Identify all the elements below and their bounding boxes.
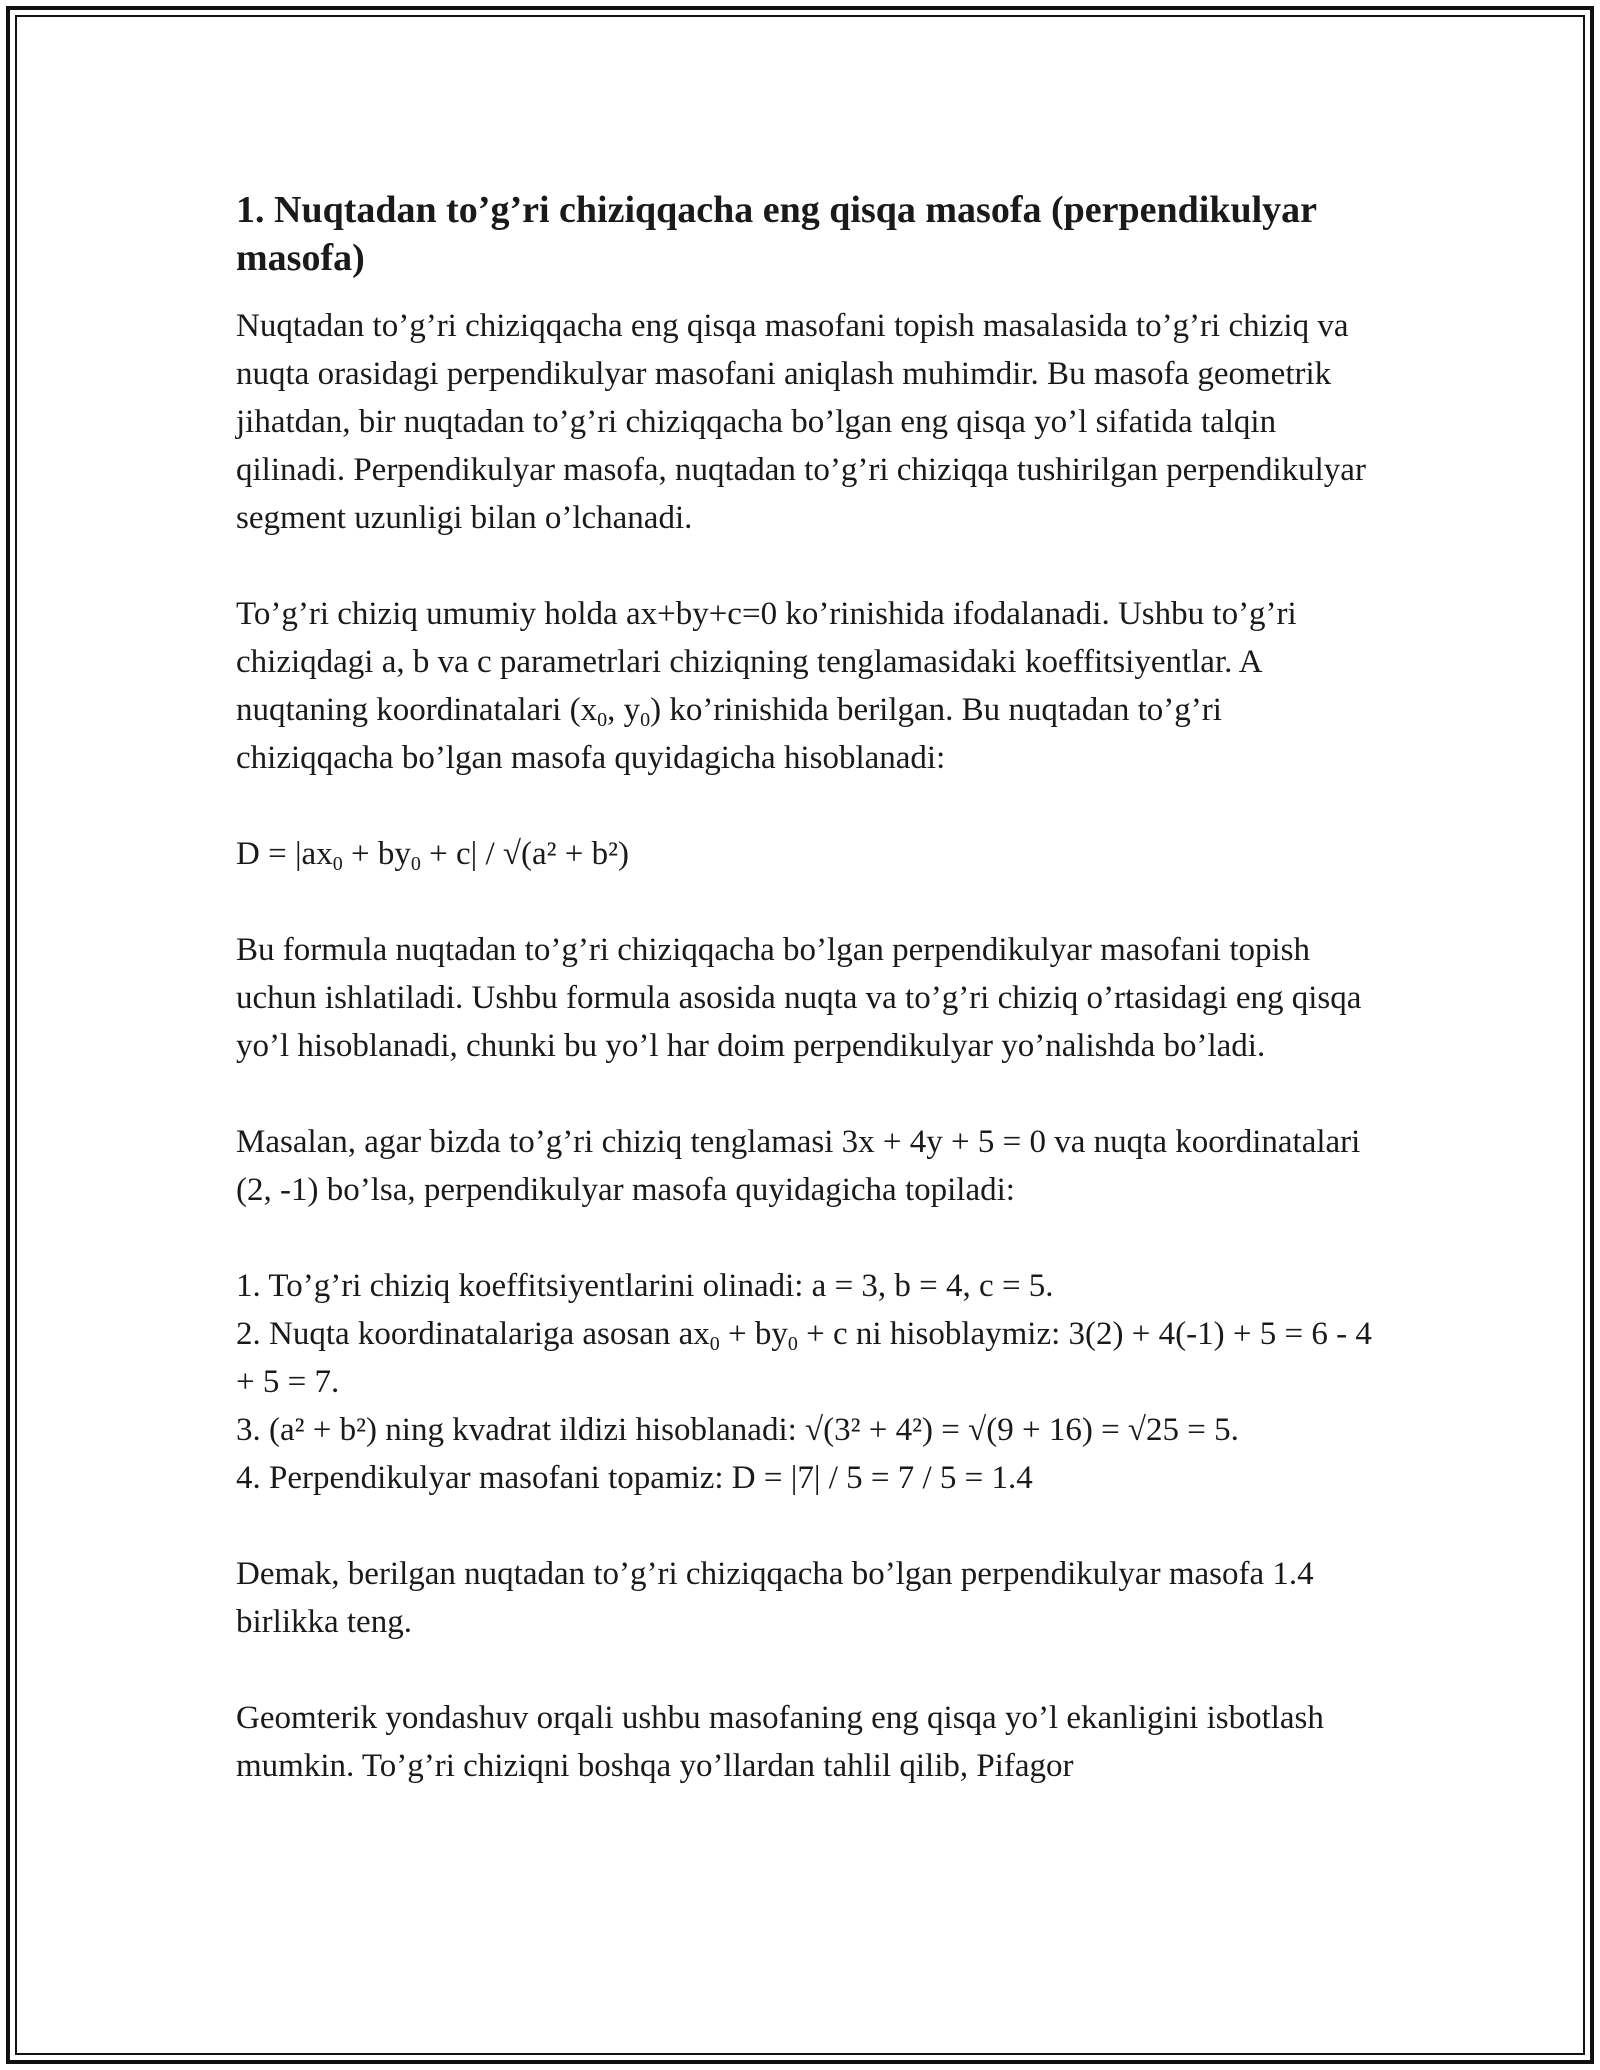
paragraph-geometric: Geomterik yondashuv orqali ushbu masofaning eng qisqa yo’l ekanligini isbotlash mumkin. To’g’ri chiziqni boshqa yo’llardan tahlil qilib, Pifagor bbox=[236, 1700, 1324, 1784]
formula-segment: D = |ax bbox=[236, 836, 333, 872]
section-heading: 1. Nuqtadan to’g’ri chiziqqacha eng qisqa masofa (perpendikulyar masofa) bbox=[236, 189, 1317, 279]
step-item: 1. To’g’ri chiziq koeffitsiyentlarini olinadi: a = 3, b = 4, c = 5. bbox=[236, 1268, 1054, 1304]
distance-formula bbox=[236, 830, 1386, 878]
subscript: 0 bbox=[597, 709, 608, 731]
subscript: 0 bbox=[787, 1333, 798, 1355]
formula-segment: + c| / √(a² + b²) bbox=[420, 836, 629, 872]
step-item: 3. (a² + b²) ning kvadrat ildizi hisoblanadi: √(3² + 4²) = √(9 + 16) = √25 = 5. bbox=[236, 1412, 1239, 1448]
step-item bbox=[236, 1310, 1386, 1406]
subscript: 0 bbox=[332, 853, 343, 875]
paragraph-intro: Nuqtadan to’g’ri chiziqqacha eng qisqa masofani topish masalasida to’g’ri chiziq va nuqta orasidagi perpendikulyar masofani aniqlash muhimdir. Bu masofa geometrik jihatdan, bir nuqtadan to’g’ri chiziqqacha bo’lgan eng qisqa yo’l sifatida talqin qilinadi. Perpendikulyar masofa, nuqtadan to’g’ri chiziqqa tushirilgan perpendikulyar segment uzunligi bilan o’lchanadi. bbox=[236, 308, 1366, 536]
paragraph-conclusion: Demak, berilgan nuqtadan to’g’ri chiziqqacha bo’lgan perpendikulyar masofa 1.4 birlikka teng. bbox=[236, 1556, 1314, 1640]
paragraph-formula-explanation: Bu formula nuqtadan to’g’ri chiziqqacha bo’lgan perpendikulyar masofani topish uchun ishlatiladi. Ushbu formula asosida nuqta va to’g’ri chiziq o’rtasidagi eng qisqa yo’l hisoblanadi, chunki bu yo’l har doim perpendikulyar yo’nalishda bo’ladi. bbox=[236, 932, 1362, 1064]
text-segment: + by bbox=[719, 1316, 788, 1352]
paragraph-example: Masalan, agar bizda to’g’ri chiziq tenglamasi 3x + 4y + 5 = 0 va nuqta koordinatalari (2, -1) bo’lsa, perpendikulyar masofa quyidagicha topiladi: bbox=[236, 1124, 1361, 1208]
paragraph-line-equation bbox=[236, 590, 1386, 782]
subscript: 0 bbox=[640, 709, 651, 731]
step-item: 4. Perpendikulyar masofani topamiz: D = |7| / 5 = 7 / 5 = 1.4 bbox=[236, 1460, 1033, 1496]
document-body bbox=[236, 186, 1386, 1838]
text-segment: , y bbox=[607, 692, 641, 728]
text-segment: 2. Nuqta koordinatalariga asosan ax bbox=[236, 1316, 710, 1352]
text-segment: ) ko’rinishida berilgan. Bu nuqtadan to’g’ri chiziqqacha bo’lgan masofa quyidagicha hisoblanadi: bbox=[236, 692, 1222, 776]
formula-segment: + by bbox=[342, 836, 411, 872]
example-steps bbox=[236, 1262, 1386, 1502]
subscript: 0 bbox=[709, 1333, 720, 1355]
subscript: 0 bbox=[410, 853, 421, 875]
text-segment: + c ni hisoblaymiz: 3(2) + 4(-1) + 5 = 6 - 4 + 5 = 7. bbox=[236, 1316, 1372, 1400]
text-segment: To’g’ri chiziq umumiy holda ax+by+c=0 ko’rinishida ifodalanadi. Ushbu to’g’ri chiziqdagi a, b va c parametrlari chiziqning tenglamasidaki koeffitsiyentlar. A nuqtaning koordinatalari (x bbox=[236, 596, 1297, 728]
